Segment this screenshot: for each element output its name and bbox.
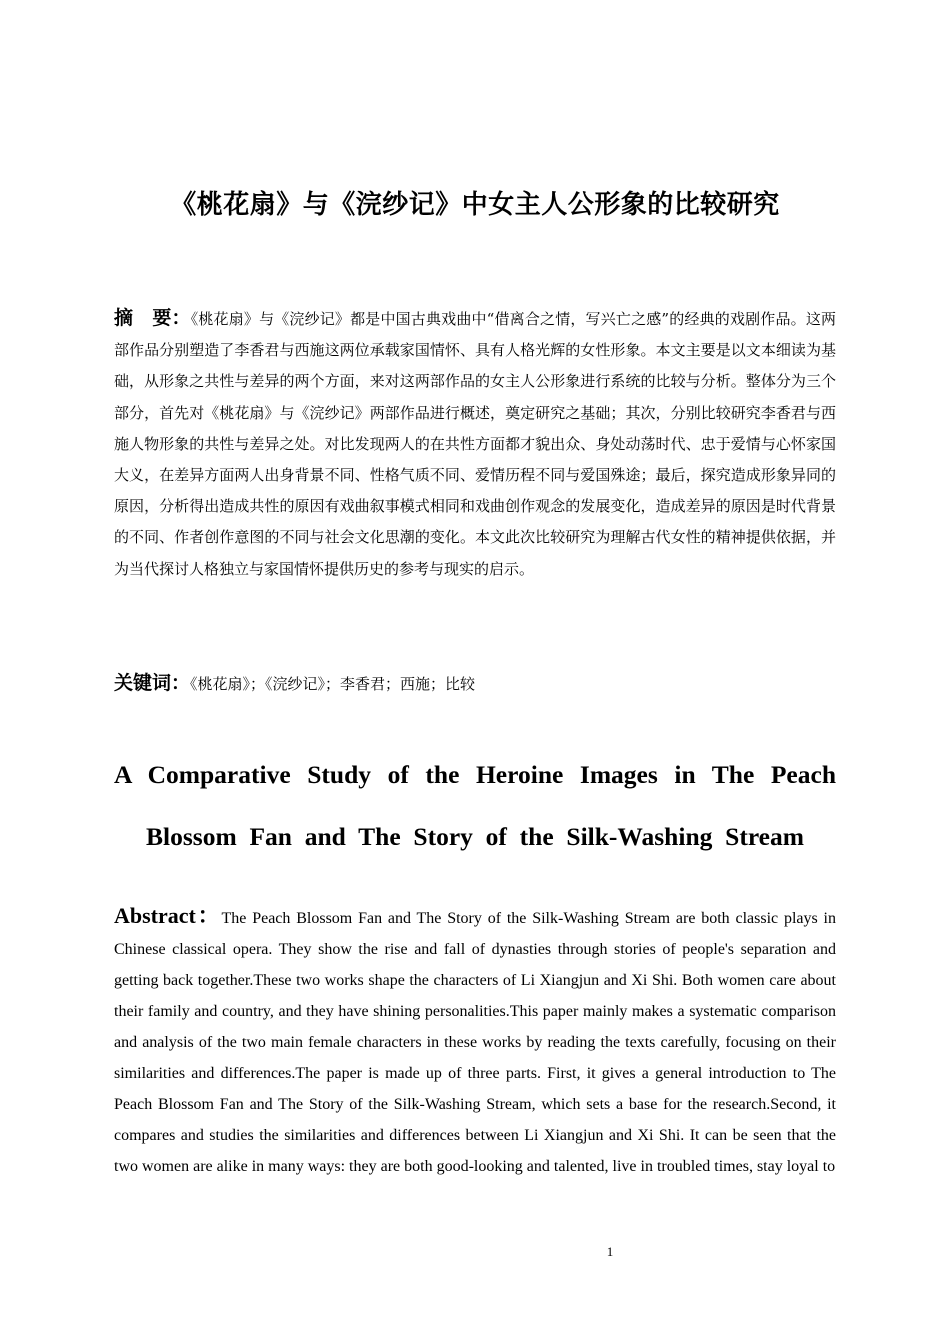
chinese-abstract-text: 《桃花扇》与《浣纱记》都是中国古典戏曲中“借离合之情，写兴亡之感”的经典的戏剧作品。这两部作品分别塑造了李香君与西施这两位承载家国情怀、具有人格光辉的女性形象。本文主要是以文本细读为基础，从形象之共性与差异的两个方面，来对这两部作品的女主人公形象进行系统的比较与分析。整体分为三个部分，首先对《桃花扇》与《浣纱记》两部作品进行概述，奠定研究之基础；其次，分别比较研究李香君与西施人物形象的共性与差异之处。对比发现两人的在共性方面都才貌出众、身处动荡时代、忠于爱情与心怀家国大义，在差异方面两人出身背景不同、性格气质不同、爱情历程不同与爱国殊途；最后，探究造成形象异同的原因，分析得出造成共性的原因有戏曲叙事模式相同和戏曲创作观念的发展变化，造成差异的原因是时代背景的不同、作者创作意图的不同与社会文化思潮的变化。本文此次比较研究为理解古代女性的精神提供依据，并为当代探讨人格独立与家国情怀提供历史的参考与现实的启示。 — [114, 310, 836, 578]
english-abstract-text: The Peach Blossom Fan and The Story of the Silk-Washing Stream are both classic plays in Chinese classical opera. They show the rise and fall of dynasties through stories of people's separation and getting back together.These two works shape the characters of Li Xiangjun and Xi Shi. Both women care about their family and country, and they have shining personalities.This paper mainly makes a systematic comparison and analysis of the two main female characters in these works by reading the texts carefully, focusing on their similarities and differences.The paper is made up of three parts. First, it gives a general introduction to The Peach Blossom Fan and The Story of the Silk-Washing Stream, which sets a base for the research.Second, it compares and studies the similarities and differences between Li Xiangjun and Xi Shi. It can be seen that the two women are alike in many ways: they are both good-looking and talented, live in troubled times, stay loyal to — [114, 910, 837, 1175]
page-number: 1 — [606, 1244, 614, 1259]
chinese-keywords-label: 关键词： — [114, 672, 191, 694]
chinese-abstract-label: 摘 要： — [114, 307, 191, 329]
chinese-abstract — [114, 303, 836, 585]
english-abstract-label: Abstract： — [114, 903, 222, 928]
chinese-title: 《桃花扇》与《浣纱记》中女主人公形象的比较研究 — [170, 190, 780, 220]
english-abstract — [114, 900, 836, 1182]
english-title — [114, 744, 836, 868]
chinese-keywords-text: 《桃花扇》；《浣纱记》；李香君；西施；比较 — [190, 675, 476, 693]
chinese-keywords — [114, 668, 836, 699]
english-title-line-1: A Comparative Study of the Heroine Images in The Peach — [114, 760, 836, 789]
english-title-line-2: Blossom Fan and The Story of the Silk-Washing Stream — [146, 822, 804, 851]
